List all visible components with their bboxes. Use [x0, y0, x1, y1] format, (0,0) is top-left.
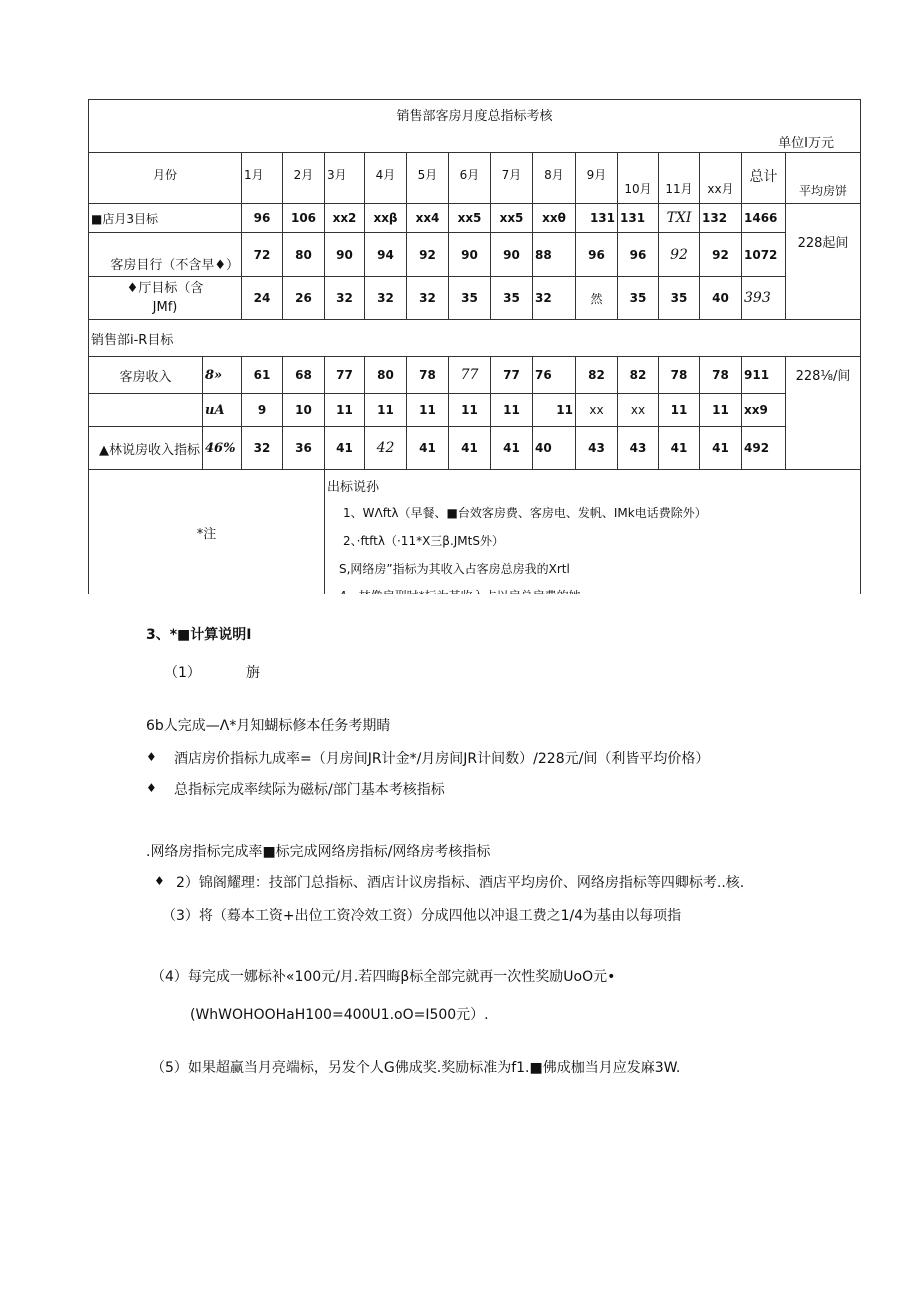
table-cell: 82	[618, 357, 659, 394]
row-blank-label	[89, 394, 203, 427]
note-line-3: S,网络房”指标为其收入占客房总房我的Xrtl	[339, 562, 570, 576]
table-cell: 92	[700, 233, 742, 277]
month-feb: 2月	[283, 153, 325, 204]
table-cell: 68	[283, 357, 325, 394]
unit-label: 单位I万元	[778, 136, 834, 151]
item1-text: 旃	[246, 665, 260, 681]
item2-text: 2）锦阁耀理：技部门总指标、酒店计议房指标、酒店平均房价、网络房指标等四卿标考..核.	[176, 875, 745, 891]
month-header: 月份	[89, 153, 242, 204]
month-dec: xx月	[700, 153, 742, 204]
note-line-2: 2、·ftftλ（·11*X三β.JMtS外）	[343, 534, 504, 548]
restaurant-label-line2: JMf)	[152, 300, 178, 315]
table-cell: 32	[407, 277, 449, 320]
line-6b: 6b人完成—Λ*月知蝴标修本任务考期睛	[146, 718, 391, 734]
row-room-revenue-sub: 8»	[203, 357, 242, 394]
table-cell: 9	[242, 394, 283, 427]
table-cell: 11	[365, 394, 407, 427]
avg-room-price-2: 228⅛/间	[786, 357, 861, 470]
table-cell: 41	[325, 427, 365, 470]
table-cell: 92	[659, 233, 700, 277]
month-jun: 6月	[449, 153, 491, 204]
table-cell: 96	[576, 233, 618, 277]
table-cell: 78	[659, 357, 700, 394]
month-nov: 11月	[659, 153, 700, 204]
row-hotel-target-label: ■店月3目标	[89, 204, 242, 233]
table-cell: xx9	[742, 394, 786, 427]
month-jul: 7月	[491, 153, 533, 204]
table-cell: 94	[365, 233, 407, 277]
row-other-sub: uA	[203, 394, 242, 427]
table-cell: 77	[491, 357, 533, 394]
table-cell: xx	[576, 394, 618, 427]
bullet-line-1: 酒店房价指标九成率=（月房间JR计金*/月房间JR计间数）/228元/间（利皆平均价格）	[174, 751, 710, 767]
table-cell: 132	[700, 204, 742, 233]
table-cell: 131	[618, 204, 659, 233]
month-jan: 1月	[242, 153, 283, 204]
table-cell: 88	[533, 233, 576, 277]
table-cell: xx5	[491, 204, 533, 233]
table-cell: 1072	[742, 233, 786, 277]
page-cutoff-mask	[88, 594, 861, 604]
avg-room-price-1: 228起间	[786, 204, 861, 320]
table-cell: 80	[365, 357, 407, 394]
table-cell: 96	[618, 233, 659, 277]
table-cell: 11	[700, 394, 742, 427]
table-title-cell	[89, 100, 861, 153]
table-cell: 41	[449, 427, 491, 470]
table-cell: 35	[449, 277, 491, 320]
avg-price-header: 平均房饼	[786, 153, 861, 204]
table-cell: 106	[283, 204, 325, 233]
month-may: 5月	[407, 153, 449, 204]
table-cell: 26	[283, 277, 325, 320]
section-sales-target: 销售部i-R目标	[89, 320, 861, 357]
table-title: 销售部客房月度总指标考核	[396, 109, 553, 124]
month-apr: 4月	[365, 153, 407, 204]
table-cell: 32	[242, 427, 283, 470]
table-cell: 10	[283, 394, 325, 427]
table-cell: 90	[449, 233, 491, 277]
row-room-revenue-label: 客房收入	[89, 357, 203, 394]
table-cell: 35	[659, 277, 700, 320]
table-cell: 11	[533, 394, 576, 427]
table-cell: 35	[491, 277, 533, 320]
table-cell: 11	[449, 394, 491, 427]
table-cell: 35	[618, 277, 659, 320]
table-cell: xx	[618, 394, 659, 427]
table-cell: 492	[742, 427, 786, 470]
note-heading: 出标说孙	[327, 480, 380, 495]
item2-bullet-icon: ♦	[154, 874, 165, 888]
month-mar: 3月	[325, 153, 365, 204]
table-cell: 77	[449, 357, 491, 394]
table-cell: xx2	[325, 204, 365, 233]
table-cell: 40	[533, 427, 576, 470]
table-cell: 11	[491, 394, 533, 427]
table-cell: 80	[283, 233, 325, 277]
month-aug: 8月	[533, 153, 576, 204]
table-cell: 90	[491, 233, 533, 277]
table-cell: 43	[576, 427, 618, 470]
item3-text: （3）将（蓦本工资+出位工资冷效工资）分成四他以冲退工费之1/4为基由以每项指	[162, 908, 682, 924]
table-cell: 41	[659, 427, 700, 470]
row-network-room-sub: 46%	[203, 427, 242, 470]
month-sep: 9月	[576, 153, 618, 204]
table-cell: 11	[407, 394, 449, 427]
item1-number: （1）	[164, 665, 201, 681]
table-cell: 43	[618, 427, 659, 470]
row-network-room-label: ▲林说房收入指标	[89, 427, 203, 470]
table-cell: 90	[325, 233, 365, 277]
item5-text: （5）如果超赢当月亮端标，另发个人G佛成奖.奖励标准为f1.■佛成枷当月应发麻3W.	[151, 1060, 681, 1076]
table-cell: 42	[365, 427, 407, 470]
kpi-table	[88, 99, 861, 595]
table-cell: 393	[742, 277, 786, 320]
total-header: 总计	[742, 153, 786, 204]
table-cell: 78	[407, 357, 449, 394]
table-cell: 41	[491, 427, 533, 470]
table-cell: 32	[533, 277, 576, 320]
table-cell: 32	[325, 277, 365, 320]
network-room-line: .网络房指标完成率■标完成网络房指标/网络房考核指标	[146, 844, 491, 860]
table-cell: xxθ	[533, 204, 576, 233]
table-cell: TXI	[659, 204, 700, 233]
table-cell: 72	[242, 233, 283, 277]
table-cell: 96	[242, 204, 283, 233]
month-oct: 10月	[618, 153, 659, 204]
table-cell: xx4	[407, 204, 449, 233]
row-restaurant-target-label	[89, 277, 242, 320]
table-cell: 11	[325, 394, 365, 427]
table-cell: 78	[700, 357, 742, 394]
table-cell: 24	[242, 277, 283, 320]
table-cell: 11	[659, 394, 700, 427]
table-cell: xx5	[449, 204, 491, 233]
table-cell: 82	[576, 357, 618, 394]
table-cell: 1466	[742, 204, 786, 233]
item4-text: （4）每完成一娜标补«100元/月.若四晦β标全部完就再一次性奖励UoO元•	[151, 969, 616, 985]
note-content	[325, 470, 861, 595]
bullet-diamond-icon: ♦	[146, 750, 157, 764]
table-cell: 131	[576, 204, 618, 233]
table-cell: 41	[700, 427, 742, 470]
table-cell: 76	[533, 357, 576, 394]
table-cell: 40	[700, 277, 742, 320]
bullet-line-2: 总指标完成率续际为磁标/部门基本考核指标	[174, 782, 445, 798]
note-label: *注	[89, 470, 325, 595]
table-cell: 36	[283, 427, 325, 470]
restaurant-label-line1: ♦厅目标（含	[126, 281, 204, 296]
table-cell: 77	[325, 357, 365, 394]
table-cell: 61	[242, 357, 283, 394]
table-cell: 41	[407, 427, 449, 470]
table-cell: 92	[407, 233, 449, 277]
note-line-1: 1、WΛftλ（早餐、■台效客房费、客房电、发帆、IMk电话费除外）	[343, 506, 707, 520]
table-cell: 911	[742, 357, 786, 394]
table-cell: 32	[365, 277, 407, 320]
table-cell: 然	[576, 277, 618, 320]
table-cell: xxβ	[365, 204, 407, 233]
calc-heading: 3、*■计算说明I	[146, 627, 252, 643]
bullet-diamond-icon: ♦	[146, 781, 157, 795]
item4-formula: (WhWOHOOHaH100=400U1.oO=I500元）.	[190, 1007, 489, 1023]
row-room-target-label: 客房目行（不含早♦）	[89, 233, 242, 277]
